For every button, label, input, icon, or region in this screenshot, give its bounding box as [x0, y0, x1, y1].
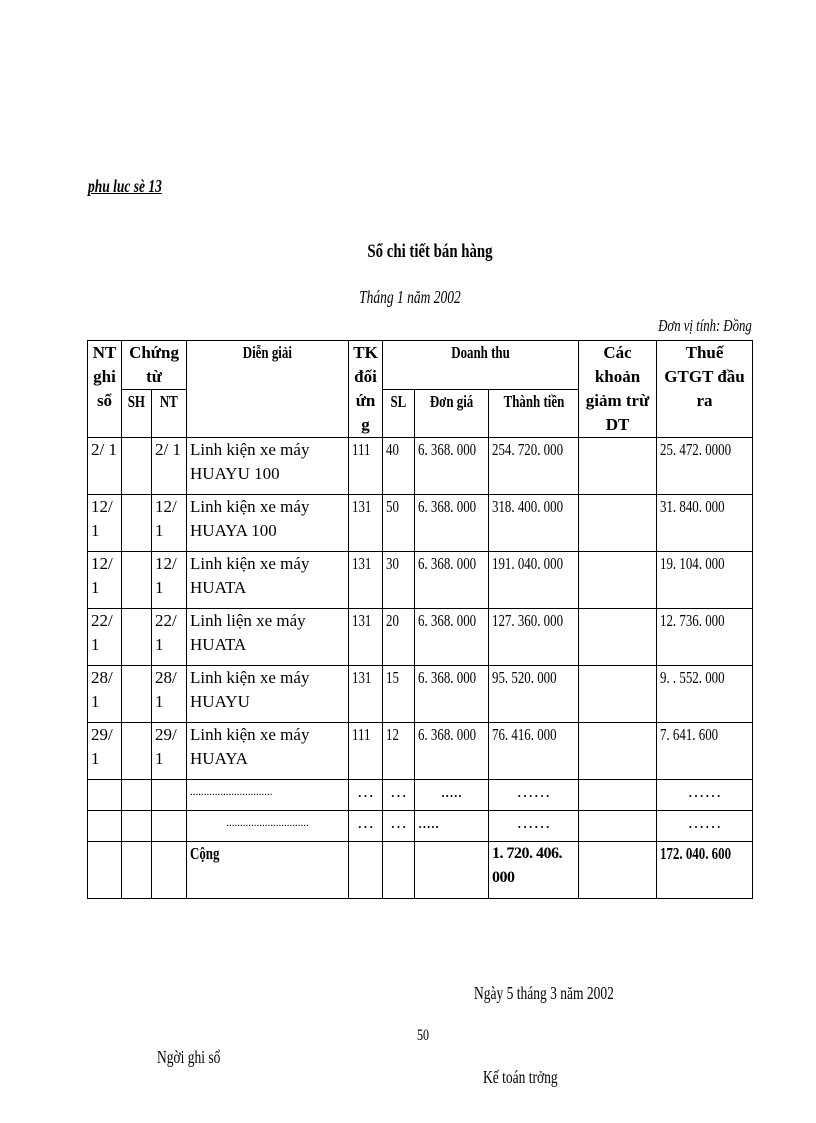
cell-tk: … [349, 811, 383, 842]
cell-tk: … [349, 780, 383, 811]
appendix-label: phu luc sè 13 [88, 176, 162, 196]
cell-nt-ghi-so [88, 811, 122, 842]
cell-giam-tru [579, 609, 657, 666]
cell-thue: 7. 641. 600 [657, 723, 753, 780]
cell-thue: 19. 104. 000 [657, 552, 753, 609]
cell-nt [152, 842, 187, 899]
cell-don-gia: 6. 368. 000 [415, 438, 489, 495]
cell-giam-tru [579, 842, 657, 899]
cell-sl: … [383, 780, 415, 811]
cell-thue: …… [657, 780, 753, 811]
cell-don-gia [415, 842, 489, 899]
cell-dien-giai: Linh kiện xe máy HUATA [187, 552, 349, 609]
cell-giam-tru [579, 780, 657, 811]
header-nt: NT [152, 390, 187, 438]
cell-sh [122, 609, 152, 666]
cell-nt-ghi-so: 29/ 1 [88, 723, 122, 780]
header-cac-khoan-giam-tru: Các khoản giảm trừ DT [579, 341, 657, 438]
cell-thue: …… [657, 811, 753, 842]
cell-nt-ghi-so: 12/ 1 [88, 495, 122, 552]
cell-sl: 12 [383, 723, 415, 780]
cell-nt-ghi-so: 28/ 1 [88, 666, 122, 723]
cell-dien-giai: Linh kiện xe máy HUAYA [187, 723, 349, 780]
cell-nt-ghi-so [88, 780, 122, 811]
cell-sl: 40 [383, 438, 415, 495]
cell-sl: 20 [383, 609, 415, 666]
cell-don-gia: 6. 368. 000 [415, 609, 489, 666]
cell-giam-tru [579, 552, 657, 609]
header-row-1 [88, 341, 753, 390]
total-label: Cộng [187, 842, 349, 899]
cell-dien-giai: Linh kiện xe máy HUAYU 100 [187, 438, 349, 495]
cell-dien-giai: .............................. [187, 811, 349, 842]
cell-nt: 12/ 1 [152, 495, 187, 552]
cell-nt-ghi-so: 22/ 1 [88, 609, 122, 666]
total-thue: 172. 040. 600 [657, 842, 753, 899]
header-doanh-thu: Doanh thu [383, 341, 579, 390]
cell-giam-tru [579, 495, 657, 552]
cell-nt-ghi-so: 12/ 1 [88, 552, 122, 609]
date-line: Ngày 5 tháng 3 năm 2002 [474, 983, 614, 1003]
cell-thanh-tien: 254. 720. 000 [489, 438, 579, 495]
cell-nt: 29/ 1 [152, 723, 187, 780]
cell-don-gia: ..... [415, 780, 489, 811]
cell-thanh-tien: 191. 040. 000 [489, 552, 579, 609]
signer-chief-accountant: Kế toán trởng [483, 1067, 558, 1087]
cell-dien-giai: Linh liện xe máy HUATA [187, 609, 349, 666]
table-row [88, 495, 753, 552]
cell-sh [122, 666, 152, 723]
cell-nt: 12/ 1 [152, 552, 187, 609]
cell-thue: 31. 840. 000 [657, 495, 753, 552]
header-nt-ghi-so: NT ghi sổ [88, 341, 122, 438]
table-row [88, 666, 753, 723]
cell-nt-ghi-so: 2/ 1 [88, 438, 122, 495]
cell-sl: … [383, 811, 415, 842]
cell-giam-tru [579, 811, 657, 842]
total-thanh-tien: 1. 720. 406. 000 [489, 842, 579, 899]
cell-don-gia: 6. 368. 000 [415, 723, 489, 780]
cell-thue: 12. 736. 000 [657, 609, 753, 666]
signer-bookkeeper: Ngời ghi sổ [157, 1047, 221, 1067]
placeholder-row [88, 780, 753, 811]
cell-nt: 28/ 1 [152, 666, 187, 723]
cell-giam-tru [579, 666, 657, 723]
table-row [88, 552, 753, 609]
cell-sh [122, 842, 152, 899]
cell-giam-tru [579, 438, 657, 495]
cell-tk: 131 [349, 552, 383, 609]
cell-thanh-tien: 76. 416. 000 [489, 723, 579, 780]
cell-don-gia: 6. 368. 000 [415, 666, 489, 723]
cell-nt: 2/ 1 [152, 438, 187, 495]
table-row [88, 609, 753, 666]
cell-thanh-tien: …… [489, 780, 579, 811]
total-row [88, 842, 753, 899]
cell-nt [152, 811, 187, 842]
placeholder-row [88, 811, 753, 842]
table-row [88, 723, 753, 780]
cell-thue: 9. . 552. 000 [657, 666, 753, 723]
cell-sl [383, 842, 415, 899]
page-number: 50 [417, 1027, 429, 1044]
cell-dien-giai: .............................. [187, 780, 349, 811]
cell-dien-giai: Linh kiện xe máy HUAYU [187, 666, 349, 723]
cell-tk: 131 [349, 495, 383, 552]
cell-thanh-tien: 95. 520. 000 [489, 666, 579, 723]
document-title: Sổ chi tiết bán hàng [367, 241, 493, 262]
cell-don-gia: ..... [415, 811, 489, 842]
cell-don-gia: 6. 368. 000 [415, 552, 489, 609]
header-thue-gtgt: Thuế GTGT đầu ra [657, 341, 753, 438]
cell-nt [152, 780, 187, 811]
cell-tk: 131 [349, 609, 383, 666]
cell-sl: 50 [383, 495, 415, 552]
cell-thanh-tien: 127. 360. 000 [489, 609, 579, 666]
cell-sh [122, 723, 152, 780]
header-dien-giai: Diễn giải [187, 341, 349, 438]
header-sl: SL [383, 390, 415, 438]
cell-sh [122, 438, 152, 495]
cell-sl: 15 [383, 666, 415, 723]
cell-sh [122, 495, 152, 552]
header-tk-doi-ung: TK đối ứng [349, 341, 383, 438]
currency-unit: Đơn vị tính: Đồng [658, 316, 752, 335]
cell-thanh-tien: …… [489, 811, 579, 842]
document-subtitle: Tháng 1 năm 2002 [359, 287, 461, 307]
cell-sh [122, 811, 152, 842]
cell-nt: 22/ 1 [152, 609, 187, 666]
cell-tk: 111 [349, 438, 383, 495]
cell-thanh-tien: 318. 400. 000 [489, 495, 579, 552]
cell-giam-tru [579, 723, 657, 780]
cell-dien-giai: Linh kiện xe máy HUAYA 100 [187, 495, 349, 552]
header-sh: SH [122, 390, 152, 438]
cell-don-gia: 6. 368. 000 [415, 495, 489, 552]
cell-sh [122, 552, 152, 609]
cell-thue: 25. 472. 0000 [657, 438, 753, 495]
header-thanh-tien: Thành tiền [489, 390, 579, 438]
cell-sl: 30 [383, 552, 415, 609]
sales-ledger-table [87, 340, 753, 899]
cell-sh [122, 780, 152, 811]
cell-nt-ghi-so [88, 842, 122, 899]
header-don-gia: Đơn giá [415, 390, 489, 438]
cell-tk: 111 [349, 723, 383, 780]
table-row [88, 438, 753, 495]
cell-tk [349, 842, 383, 899]
header-chung-tu: Chứng từ [122, 341, 187, 390]
cell-tk: 131 [349, 666, 383, 723]
